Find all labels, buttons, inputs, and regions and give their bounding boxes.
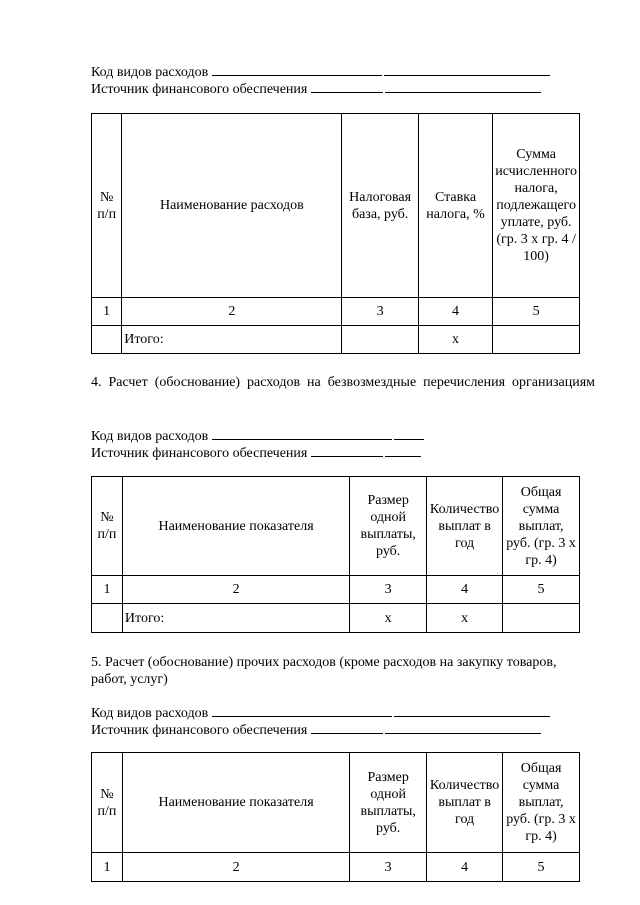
number-cell: 5 bbox=[503, 853, 580, 882]
payments-table bbox=[91, 476, 580, 633]
number-cell: 5 bbox=[493, 298, 580, 326]
total-cell: x bbox=[350, 604, 427, 633]
source-field[interactable] bbox=[311, 79, 383, 93]
source-line-s4 bbox=[91, 443, 421, 462]
header-cell: № п/п bbox=[92, 114, 122, 298]
header-cell: № п/п bbox=[92, 753, 123, 853]
number-cell: 1 bbox=[92, 298, 122, 326]
number-cell: 2 bbox=[122, 298, 342, 326]
kod-vidov-field-2[interactable] bbox=[384, 62, 550, 76]
header-cell: Общая сумма выплат, руб. (гр. 3 x гр. 4) bbox=[503, 477, 580, 576]
number-cell: 4 bbox=[427, 576, 503, 604]
table-header-row bbox=[92, 753, 580, 853]
table-numbering-row bbox=[92, 298, 580, 326]
source-field-2[interactable] bbox=[385, 443, 421, 457]
header-cell: Наименование расходов bbox=[122, 114, 342, 298]
kod-vidov-label: Код видов расходов bbox=[91, 65, 209, 80]
source-label: Источник финансового обеспечения bbox=[91, 446, 308, 461]
number-cell: 2 bbox=[122, 576, 349, 604]
source-label: Источник финансового обеспечения bbox=[91, 723, 308, 738]
header-cell: Налоговая база, руб. bbox=[342, 114, 418, 298]
header-cell: Количество выплат в год bbox=[427, 477, 503, 576]
source-field-2[interactable] bbox=[385, 720, 541, 734]
kod-vidov-field-2[interactable] bbox=[394, 426, 424, 440]
kod-vidov-field[interactable] bbox=[212, 426, 392, 440]
header-cell: Количество выплат в год bbox=[427, 753, 503, 853]
number-cell: 5 bbox=[503, 576, 580, 604]
header-cell: Ставка налога, % bbox=[418, 114, 492, 298]
header-cell: Размер одной выплаты, руб. bbox=[350, 477, 427, 576]
kod-vidov-field[interactable] bbox=[212, 62, 382, 76]
number-cell: 3 bbox=[342, 298, 418, 326]
table-total-row bbox=[92, 326, 580, 354]
total-cell[interactable] bbox=[503, 604, 580, 633]
header-cell: № п/п bbox=[92, 477, 123, 576]
other-expenses-table bbox=[91, 752, 580, 882]
total-cell[interactable] bbox=[493, 326, 580, 354]
header-cell: Наименование показателя bbox=[122, 753, 349, 853]
source-field[interactable] bbox=[311, 720, 383, 734]
total-label: Итого: bbox=[122, 326, 342, 354]
total-cell[interactable] bbox=[92, 604, 123, 633]
number-cell: 2 bbox=[122, 853, 349, 882]
header-cell: Наименование показателя bbox=[122, 477, 349, 576]
number-cell: 4 bbox=[418, 298, 492, 326]
number-cell: 1 bbox=[92, 853, 123, 882]
source-label: Источник финансового обеспечения bbox=[91, 82, 308, 97]
source-line-s3 bbox=[91, 79, 541, 98]
source-line-s5 bbox=[91, 720, 541, 739]
section4-title: 4. Расчет (обоснование) расходов на безвозмездные перечисления организациям bbox=[91, 375, 595, 390]
kod-vidov-label: Код видов расходов bbox=[91, 429, 209, 444]
header-cell: Сумма исчисленного налога, подлежащего уплате, руб. (гр. 3 x гр. 4 / 100) bbox=[493, 114, 580, 298]
header-cell: Размер одной выплаты, руб. bbox=[350, 753, 427, 853]
table-numbering-row bbox=[92, 576, 580, 604]
kod-vidov-field[interactable] bbox=[212, 703, 392, 717]
source-field[interactable] bbox=[311, 443, 383, 457]
total-cell[interactable] bbox=[92, 326, 122, 354]
number-cell: 3 bbox=[350, 576, 427, 604]
total-label: Итого: bbox=[122, 604, 349, 633]
total-cell: x bbox=[418, 326, 492, 354]
table-total-row bbox=[92, 604, 580, 633]
number-cell: 1 bbox=[92, 576, 123, 604]
number-cell: 4 bbox=[427, 853, 503, 882]
section5-title: 5. Расчет (обоснование) прочих расходов (кроме расходов на закупку товаров, работ, услуг) bbox=[91, 655, 557, 687]
kod-vidov-label: Код видов расходов bbox=[91, 706, 209, 721]
source-field-2[interactable] bbox=[385, 79, 541, 93]
header-cell: Общая сумма выплат, руб. (гр. 3 x гр. 4) bbox=[503, 753, 580, 853]
total-cell[interactable] bbox=[342, 326, 418, 354]
number-cell: 3 bbox=[350, 853, 427, 882]
kod-vidov-field-2[interactable] bbox=[394, 703, 550, 717]
total-cell: x bbox=[427, 604, 503, 633]
tax-table bbox=[91, 113, 580, 354]
table-header-row bbox=[92, 477, 580, 576]
table-header-row bbox=[92, 114, 580, 298]
table-numbering-row bbox=[92, 853, 580, 882]
